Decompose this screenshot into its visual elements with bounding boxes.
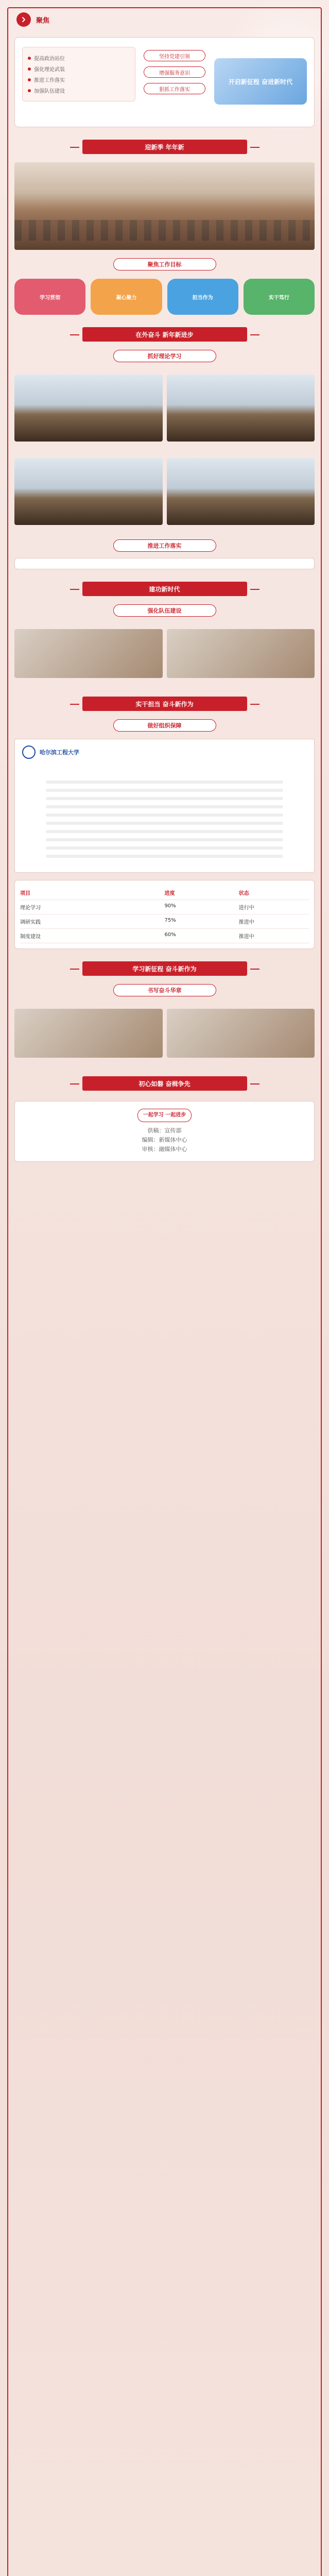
doc-line xyxy=(46,838,283,841)
footer-line: 供稿：宣传部 xyxy=(147,1127,182,1134)
bullet-icon xyxy=(28,89,31,92)
doc-line xyxy=(46,805,283,808)
section-title: 在外奋斗 新年新进步 xyxy=(82,327,247,342)
subtitle: 做好组织保障 xyxy=(113,719,216,732)
bubbles-row xyxy=(14,279,315,315)
footer-line: 编辑：新媒体中心 xyxy=(142,1137,187,1143)
document-image xyxy=(14,739,315,873)
table-head-cell: 状态 xyxy=(238,891,249,896)
bullet-icon xyxy=(28,78,31,81)
diagram-right: 开启新征程 奋进新时代 xyxy=(214,58,307,105)
diagram-left-item-label: 加强队伍建设 xyxy=(34,89,65,94)
table-cell: 调研实践 xyxy=(20,920,41,925)
small-photo xyxy=(14,1009,163,1058)
brand-label: 聚焦 xyxy=(36,16,50,25)
diagram-left-item-label: 提高政治站位 xyxy=(34,56,65,62)
table-cell: 推进中 xyxy=(238,920,254,925)
bubble: 实干笃行 xyxy=(244,279,315,315)
section-title: 初心如磐 奋楫争先 xyxy=(82,1076,247,1091)
small-photo xyxy=(14,629,163,678)
spacer xyxy=(22,1122,307,1126)
doc-line xyxy=(46,814,283,817)
doc-line xyxy=(46,797,283,800)
doc-line xyxy=(46,830,283,833)
subtitle: 书写奋斗华章 xyxy=(113,984,216,996)
university-logo-icon xyxy=(22,745,36,759)
footer-tagline: 一起学习 一起进步 xyxy=(137,1109,192,1122)
table xyxy=(14,880,315,949)
diagram-middle xyxy=(144,50,205,99)
table-row xyxy=(20,914,309,929)
diagram-pill: 增强服务意识 xyxy=(144,66,205,78)
section-title: 学习新征程 奋斗新作为 xyxy=(82,961,247,976)
header xyxy=(14,9,315,30)
subtitle: 聚焦工作目标 xyxy=(113,258,216,270)
table-cell: 推进中 xyxy=(238,934,254,940)
diagram-left-item xyxy=(28,85,130,96)
diagram xyxy=(14,37,315,127)
doc-logo-row xyxy=(22,745,79,759)
bullet-icon xyxy=(28,57,31,60)
table-cell: 60% xyxy=(164,932,176,938)
bubble: 学习贯彻 xyxy=(14,279,85,315)
table-cell: 75% xyxy=(164,918,176,923)
doc-line xyxy=(46,789,283,792)
table-row xyxy=(20,929,309,943)
chevron-icon xyxy=(16,12,31,27)
table-cell: 90% xyxy=(164,903,176,909)
footer-line: 审核：融媒体中心 xyxy=(142,1146,187,1153)
bubble: 凝心聚力 xyxy=(91,279,162,315)
table-head-cell: 项目 xyxy=(20,891,30,896)
diagram-pill: 坚持党建引领 xyxy=(144,50,205,61)
diagram-pill: 狠抓工作落实 xyxy=(144,83,205,94)
table-header xyxy=(20,886,309,900)
diagram-left-item xyxy=(28,53,130,63)
classroom-photo xyxy=(14,458,163,525)
doc-lines xyxy=(46,775,283,863)
classroom-photo xyxy=(167,458,315,525)
meeting-photo xyxy=(14,162,315,250)
photo-grid xyxy=(14,623,315,684)
table-cell: 制度建设 xyxy=(20,934,41,940)
doc-line xyxy=(46,822,283,825)
info-card xyxy=(14,558,315,569)
diagram-left-item-label: 推进工作落实 xyxy=(34,78,65,83)
doc-logo-text: 哈尔滨工程大学 xyxy=(40,749,79,756)
section-title: 迎新季 年年新 xyxy=(82,140,247,154)
diagram-left-item xyxy=(28,63,130,74)
diagram-left xyxy=(22,47,135,101)
bullet-icon xyxy=(28,67,31,71)
diagram-left-item-label: 强化理论武装 xyxy=(34,67,65,73)
section-title: 建功新时代 xyxy=(82,582,247,596)
classroom-photo xyxy=(167,375,315,442)
table-row xyxy=(20,900,309,914)
diagram-left-item xyxy=(28,74,130,85)
small-photo xyxy=(167,629,315,678)
subtitle: 强化队伍建设 xyxy=(113,604,216,617)
bubble: 担当作为 xyxy=(167,279,238,315)
table-cell: 理论学习 xyxy=(20,905,41,911)
photo-grid xyxy=(14,368,315,531)
table-head-cell: 进度 xyxy=(164,891,175,896)
small-photo xyxy=(167,1009,315,1058)
classroom-photo xyxy=(14,375,163,442)
doc-line xyxy=(46,846,283,850)
section-title: 实干担当 奋斗新作为 xyxy=(82,697,247,711)
subtitle: 推进工作落实 xyxy=(113,539,216,552)
subtitle: 抓好理论学习 xyxy=(113,350,216,362)
doc-line xyxy=(46,781,283,784)
photo-grid xyxy=(14,1003,315,1064)
table-cell: 进行中 xyxy=(238,905,254,911)
footer xyxy=(14,1101,315,1162)
doc-line xyxy=(46,855,283,858)
